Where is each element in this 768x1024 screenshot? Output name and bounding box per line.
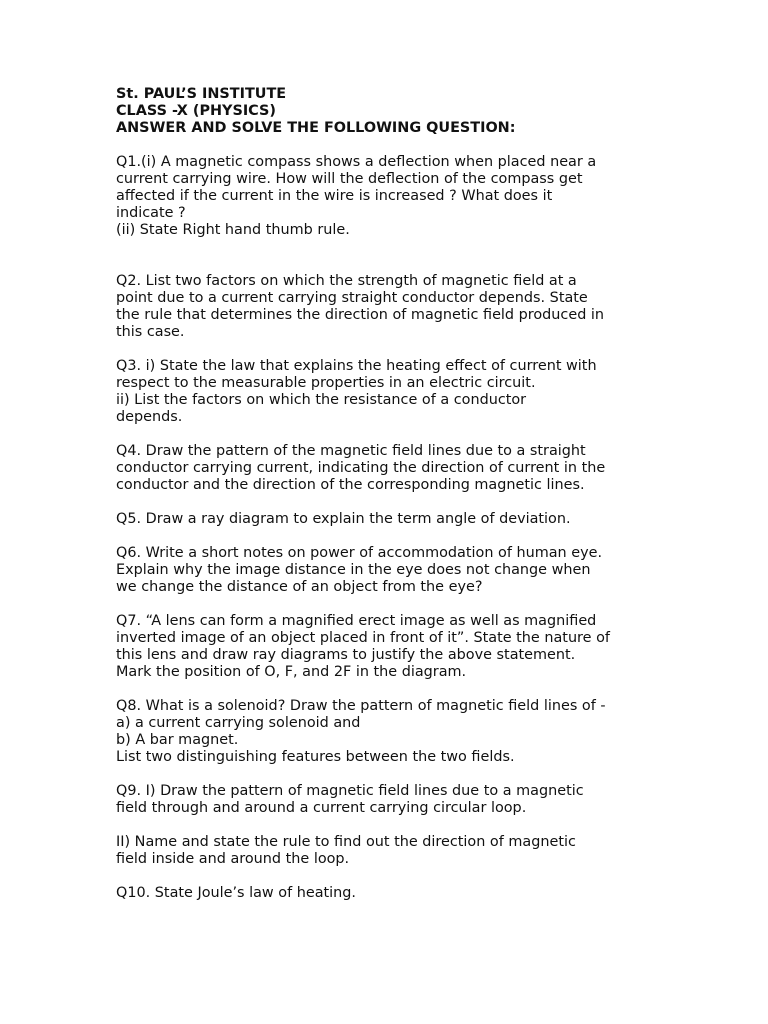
question-5: Q5. Draw a ray diagram to explain the term angle of deviation. — [116, 511, 571, 527]
spacer — [116, 817, 656, 834]
school-name: St. PAUL’S INSTITUTE — [116, 86, 287, 102]
question-9-part-2: II) Name and state the rule to find out the direction of magnetic field inside and around the loop. — [116, 834, 576, 867]
question-10: Q10. State Joule’s law of heating. — [116, 885, 356, 901]
spacer — [116, 137, 656, 154]
spacer — [116, 681, 656, 698]
question-4: Q4. Draw the pattern of the magnetic field lines due to a straight conductor carrying current, indicating the direction of current in the conductor and the direction of the corresponding magnetic lines. — [116, 443, 606, 493]
spacer — [116, 341, 656, 358]
spacer — [116, 494, 656, 511]
spacer — [116, 868, 656, 885]
instruction-heading: ANSWER AND SOLVE THE FOLLOWING QUESTION: — [116, 120, 516, 136]
question-7: Q7. “A lens can form a magnified erect image as well as magnified inverted image of an object placed in front of it”. State the nature of this lens and draw ray diagrams to justify the above statement. Mark the position of O, F, and 2F in the diagram. — [116, 613, 610, 680]
spacer — [116, 528, 656, 545]
spacer — [116, 596, 656, 613]
class-title: CLASS -X (PHYSICS) — [116, 103, 276, 119]
spacer — [116, 426, 656, 443]
question-3: Q3. i) State the law that explains the heating effect of current with respect to the measurable properties in an electric circuit. ii) List the factors on which the resistance of a conductor depends. — [116, 358, 597, 425]
document-content — [116, 86, 656, 902]
question-8: Q8. What is a solenoid? Draw the pattern of magnetic field lines of - a) a current carrying solenoid and b) A bar magnet. List two distinguishing features between the two fields. — [116, 698, 606, 765]
question-2: Q2. List two factors on which the strength of magnetic field at a point due to a current carrying straight conductor depends. State the rule that determines the direction of magnetic field produced in this case. — [116, 273, 605, 340]
question-6: Q6. Write a short notes on power of accommodation of human eye. Explain why the image distance in the eye does not change when we change the distance of an object from the eye? — [116, 545, 603, 595]
spacer — [116, 239, 656, 273]
spacer — [116, 766, 656, 783]
question-9-part-1: Q9. I) Draw the pattern of magnetic field lines due to a magnetic field through and around a current carrying circular loop. — [116, 783, 584, 816]
question-1: Q1.(i) A magnetic compass shows a deflection when placed near a current carrying wire. How will the deflection of the compass get affected if the current in the wire is increased ? What does it indicate ? (ii) State Right hand thumb rule. — [116, 154, 597, 238]
